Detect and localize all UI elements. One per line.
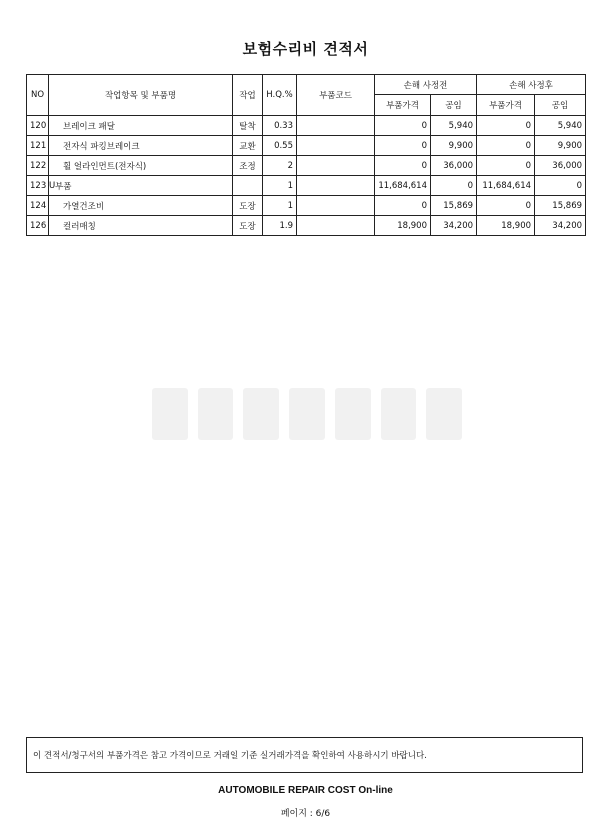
- table-row: [27, 156, 586, 176]
- row-hq: 0.33: [263, 116, 297, 136]
- row-before-part-price: 0: [375, 116, 431, 136]
- row-before-part-price: 18,900: [375, 216, 431, 236]
- price-notice: [26, 737, 583, 773]
- row-item: 부품: [49, 176, 233, 196]
- row-before-part-price: 11,684,614: [375, 176, 431, 196]
- document-title: 보험수리비 견적서: [242, 40, 369, 58]
- table-row: [27, 176, 586, 196]
- row-before-labor: 5,940: [431, 116, 477, 136]
- row-no: 121: [27, 136, 49, 156]
- row-work: 교환: [233, 136, 263, 156]
- row-work: 탈착: [233, 116, 263, 136]
- row-before-labor: 36,000: [431, 156, 477, 176]
- header-before-part-price: 부품가격: [375, 95, 431, 116]
- row-work: 조정: [233, 156, 263, 176]
- row-item: 전자식 파킹브레이크: [49, 136, 233, 156]
- header-after-labor: 공임: [535, 95, 586, 116]
- table-row: [27, 116, 586, 136]
- estimate-table: [26, 74, 586, 236]
- row-item: 휠 얼라인먼트(전자식): [49, 156, 233, 176]
- row-part-code: [297, 196, 375, 216]
- row-after-part-price: 0: [477, 196, 535, 216]
- row-work: [233, 176, 263, 196]
- row-before-labor: 34,200: [431, 216, 477, 236]
- row-after-labor: 0: [535, 176, 586, 196]
- row-after-labor: 9,900: [535, 136, 586, 156]
- row-after-part-price: 0: [477, 156, 535, 176]
- faint-watermark: [152, 388, 462, 440]
- row-no: 120: [27, 116, 49, 136]
- row-item: 컬러매칭: [49, 216, 233, 236]
- watermark-block: [335, 388, 371, 440]
- table-row: [27, 196, 586, 216]
- row-after-labor: 15,869: [535, 196, 586, 216]
- row-hq: 2: [263, 156, 297, 176]
- header-before-assessment: 손해 사정전: [375, 75, 477, 95]
- row-part-code: [297, 216, 375, 236]
- row-before-labor: 15,869: [431, 196, 477, 216]
- watermark-block: [381, 388, 417, 440]
- row-before-labor: 0: [431, 176, 477, 196]
- row-no: 124: [27, 196, 49, 216]
- row-before-labor: 9,900: [431, 136, 477, 156]
- header-no: NO: [27, 75, 49, 116]
- header-hq: H.Q.%: [263, 75, 297, 116]
- footer-brand: AUTOMOBILE REPAIR COST On-line: [218, 785, 393, 796]
- row-before-part-price: 0: [375, 196, 431, 216]
- header-part-code: 부품코드: [297, 75, 375, 116]
- row-item: 가열건조비: [49, 196, 233, 216]
- row-after-labor: 36,000: [535, 156, 586, 176]
- page-number: 페이지 : 6/6: [280, 809, 331, 819]
- header-before-labor: 공임: [431, 95, 477, 116]
- row-no: 126: [27, 216, 49, 236]
- row-after-part-price: 18,900: [477, 216, 535, 236]
- row-before-part-price: 0: [375, 136, 431, 156]
- row-hq: 1: [263, 176, 297, 196]
- row-no: [27, 176, 56, 196]
- row-after-labor: 5,940: [535, 116, 586, 136]
- row-no-value: 123: [30, 180, 47, 191]
- watermark-block: [243, 388, 279, 440]
- row-before-part-price: 0: [375, 156, 431, 176]
- row-hq: 1: [263, 196, 297, 216]
- row-item: 브레이크 패달: [49, 116, 233, 136]
- row-after-part-price: 11,684,614: [477, 176, 535, 196]
- header-item: 작업항목 및 부품명: [49, 75, 233, 116]
- watermark-block: [198, 388, 234, 440]
- row-part-code: [297, 136, 375, 156]
- row-part-code: [297, 116, 375, 136]
- table-row: [27, 216, 586, 236]
- header-after-assessment: 손해 사정후: [477, 75, 586, 95]
- watermark-block: [289, 388, 325, 440]
- table-row: [27, 136, 586, 156]
- header-after-part-price: 부품가격: [477, 95, 535, 116]
- row-part-code: [297, 156, 375, 176]
- price-notice-text: 이 견적서/청구서의 부품가격은 참고 가격이므로 거래일 기준 실거래가격을 확인하여 사용하시기 바랍니다.: [33, 751, 427, 761]
- row-after-labor: 34,200: [535, 216, 586, 236]
- row-after-part-price: 0: [477, 136, 535, 156]
- row-work: 도장: [233, 196, 263, 216]
- watermark-block: [152, 388, 188, 440]
- row-after-part-price: 0: [477, 116, 535, 136]
- row-flag: U: [48, 180, 56, 191]
- row-part-code: [297, 176, 375, 196]
- row-no: 122: [27, 156, 49, 176]
- watermark-block: [426, 388, 462, 440]
- row-hq: 0.55: [263, 136, 297, 156]
- header-work: 작업: [233, 75, 263, 116]
- table-header-row: [27, 75, 586, 95]
- row-work: 도장: [233, 216, 263, 236]
- row-hq: 1.9: [263, 216, 297, 236]
